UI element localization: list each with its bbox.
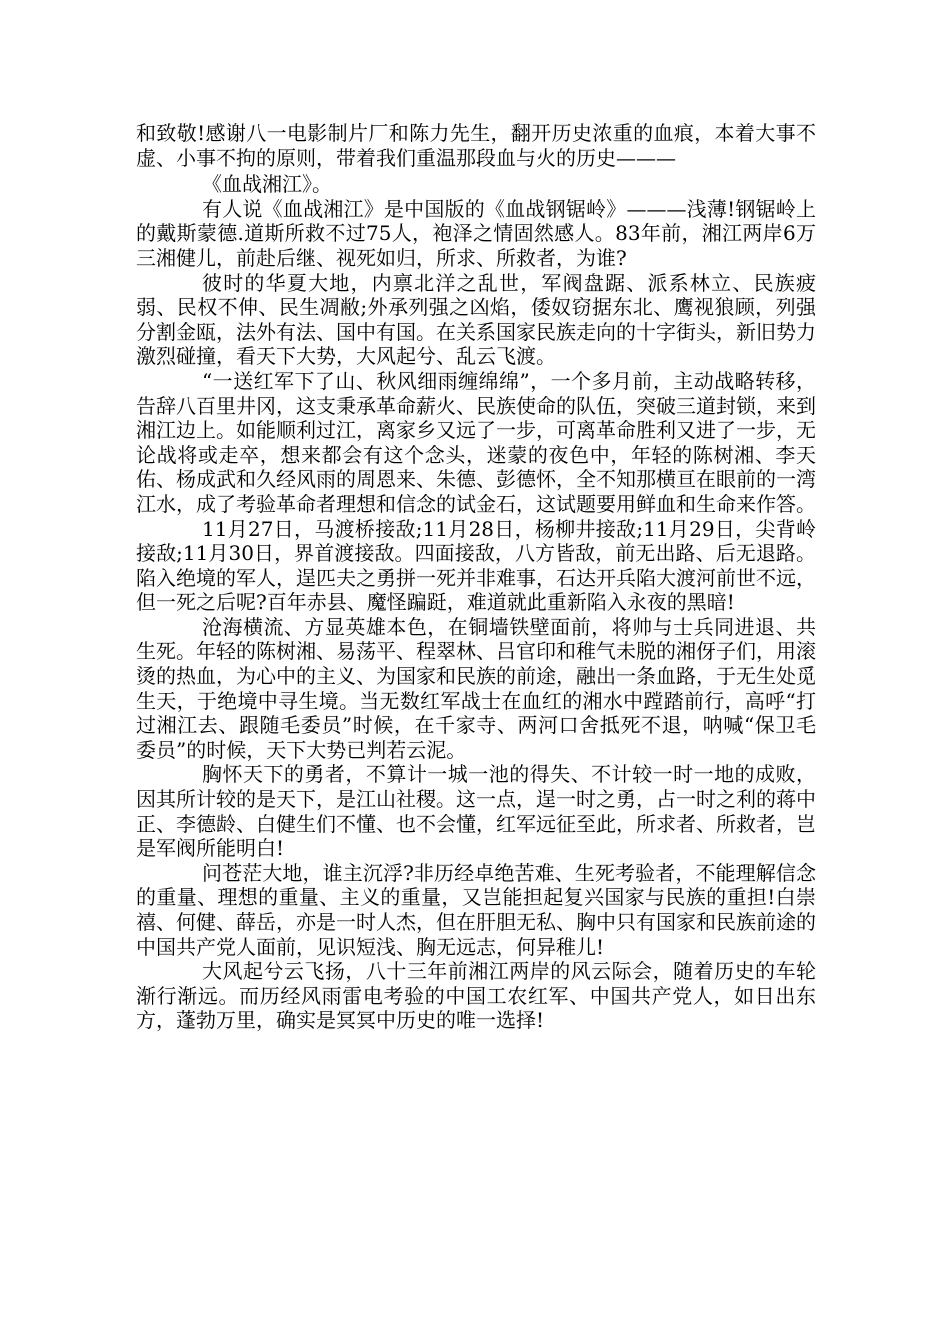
document-body — [136, 121, 816, 1033]
paragraph: 胸怀天下的勇者，不算计一城一池的得失、不计较一时一地的成败，因其所计较的是天下，是江山社稷。这一点，逞一时之勇，占一时之利的蒋中正、李德龄、白健生们不懂、也不会懂，红军远征至此，所求者、所救者，岂是军阀所能明白! — [136, 762, 816, 861]
paragraph-continuation: 和致敬!感谢八一电影制片厂和陈力先生，翻开历史浓重的血痕，本着大事不虚、小事不拘的原则，带着我们重温那段血与火的历史——— — [136, 121, 816, 170]
paragraph: 彼时的华夏大地，内禀北洋之乱世，军阀盘踞、派系林立、民族疲弱、民权不伸、民生凋敝;外承列强之凶焰，倭奴窃据东北、鹰视狼顾，列强分割金瓯，法外有法、国中有国。在关系国家民族走向的十字街头，新旧势力激烈碰撞，看天下大势，大风起兮、乱云飞渡。 — [136, 270, 816, 369]
paragraph: “一送红军下了山、秋风细雨缠绵绵”，一个多月前，主动战略转移，告辞八百里井冈，这支秉承革命薪火、民族使命的队伍，突破三道封锁，来到湘江边上。如能顺利过江，离家乡又远了一步，可离革命胜利又进了一步，无论战将或走卒，想来都会有这个念头，迷蒙的夜色中，年轻的陈树湘、李天佑、杨成武和久经风雨的周恩来、朱德、彭德怀，全不知那横亘在眼前的一湾江水，成了考验革命者理想和信念的试金石，这试题要用鲜血和生命来作答。 — [136, 368, 816, 516]
paragraph: 问苍茫大地，谁主沉浮?非历经卓绝苦难、生死考验者，不能理解信念的重量、理想的重量、主义的重量，又岂能担起复兴国家与民族的重担!白崇禧、何健、薛岳，亦是一时人杰，但在肝胆无私、胸中只有国家和民族前途的中国共产党人面前，见识短浅、胸无远志，何异稚儿! — [136, 860, 816, 959]
paragraph: 有人说《血战湘江》是中国版的《血战钢锯岭》———浅薄!钢锯岭上的戴斯蒙德.道斯所救不过75人，袍泽之情固然感人。83年前，湘江两岸6万三湘健儿，前赴后继、视死如归，所求、所救者，为谁? — [136, 196, 816, 270]
paragraph: 11月27日，马渡桥接敌;11月28日，杨柳井接敌;11月29日，尖背岭接敌;11月30日，界首渡接敌。四面接敌，八方皆敌，前无出路、后无退路。陷入绝境的军人，逞匹夫之勇拼一死并非难事，石达开兵陷大渡河前世不远，但一死之后呢?百年赤县、魔怪蹁跹，难道就此重新陷入永夜的黑暗! — [136, 516, 816, 615]
film-title-line: 《血战湘江》。 — [202, 172, 332, 197]
paragraph: 沧海横流、方显英雄本色，在铜墙铁壁面前，将帅与士兵同进退、共生死。年轻的陈树湘、易荡平、程翠林、吕官印和稚气未脱的湘伢子们，用滚烫的热血，为心中的主义、为国家和民族的前途，融出一条血路，于无生处觅生天，于绝境中寻生境。当无数红军战士在血红的湘水中蹚踏前行，高呼“打过湘江去、跟随毛委员”时候，在千家寺、两河口舍抵死不退，呐喊“保卫毛委员”的时候，天下大势已判若云泥。 — [136, 614, 816, 762]
paragraph: 大风起兮云飞扬，八十三年前湘江两岸的风云际会，随着历史的车轮渐行渐远。而历经风雨雷电考验的中国工农红军、中国共产党人，如日出东方，蓬勃万里，确实是冥冥中历史的唯一选择! — [136, 959, 816, 1033]
